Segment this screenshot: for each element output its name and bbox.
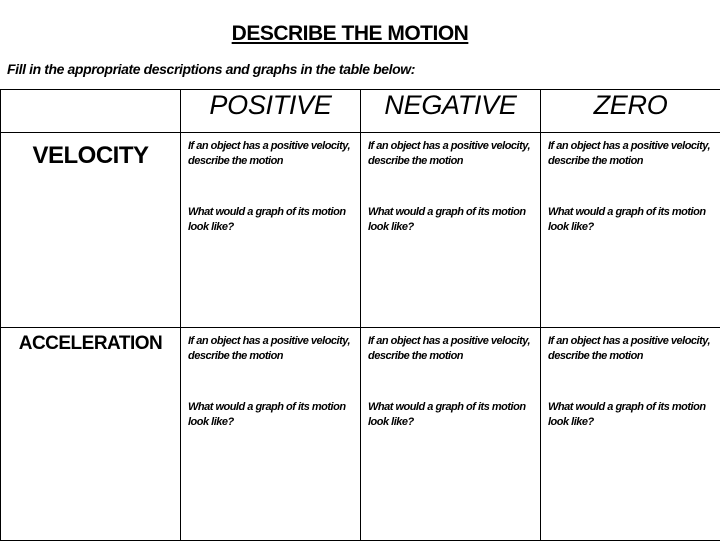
worksheet-title: DESCRIBE THE MOTION — [0, 22, 700, 46]
describe-prompt: If an object has a positive velocity, describe the motion — [188, 334, 354, 400]
describe-prompt: If an object has a positive velocity, describe the motion — [368, 139, 534, 205]
graph-prompt: What would a graph of its motion look like? — [548, 400, 714, 430]
answer-cell-velocity-zero[interactable] — [541, 133, 720, 328]
graph-prompt: What would a graph of its motion look like? — [368, 205, 534, 235]
describe-prompt: If an object has a positive velocity, describe the motion — [548, 334, 714, 400]
row-header-acceleration: ACCELERATION — [1, 328, 181, 541]
answer-cell-acceleration-zero[interactable] — [541, 328, 720, 541]
graph-prompt: What would a graph of its motion look like? — [548, 205, 714, 235]
describe-prompt: If an object has a positive velocity, describe the motion — [368, 334, 534, 400]
graph-prompt: What would a graph of its motion look like? — [188, 400, 354, 430]
table-row-acceleration — [1, 328, 720, 541]
column-header-zero: ZERO — [541, 90, 720, 133]
column-header-positive: POSITIVE — [181, 90, 361, 133]
describe-prompt: If an object has a positive velocity, describe the motion — [548, 139, 714, 205]
graph-prompt: What would a graph of its motion look like? — [188, 205, 354, 235]
header-row — [1, 90, 720, 133]
row-header-velocity: VELOCITY — [1, 133, 181, 328]
answer-cell-velocity-positive[interactable] — [181, 133, 361, 328]
answer-cell-acceleration-positive[interactable] — [181, 328, 361, 541]
corner-cell — [1, 90, 181, 133]
table-row-velocity — [1, 133, 720, 328]
column-header-negative: NEGATIVE — [361, 90, 541, 133]
motion-table — [0, 89, 720, 541]
answer-cell-velocity-negative[interactable] — [361, 133, 541, 328]
answer-cell-acceleration-negative[interactable] — [361, 328, 541, 541]
describe-prompt: If an object has a positive velocity, describe the motion — [188, 139, 354, 205]
graph-prompt: What would a graph of its motion look like? — [368, 400, 534, 430]
worksheet-instructions: Fill in the appropriate descriptions and graphs in the table below: — [7, 61, 415, 77]
